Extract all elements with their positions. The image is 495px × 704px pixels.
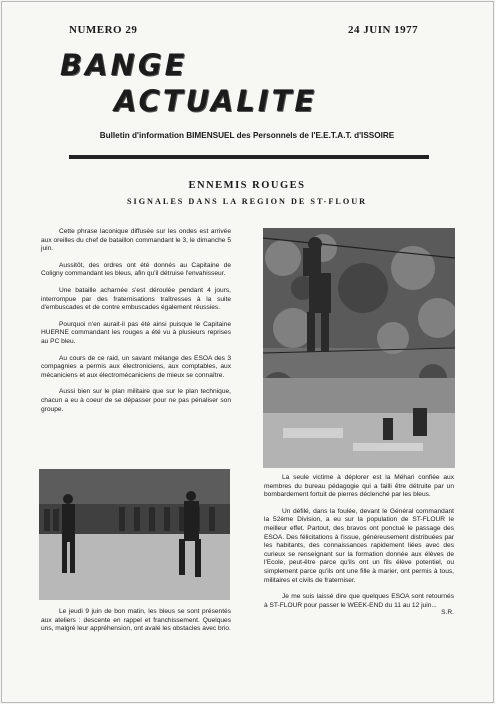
photo-parade (39, 469, 230, 600)
paragraph: Au cours de ce raid, un savant mélange des ESOA des 3 compagnies a permis aux électroniciens, aux comptables, aux mécaniciens et aux électromécaniciens de mieux se connaître. (41, 354, 231, 379)
paragraph: Aussi bien sur le plan militaire que sur le plan technique, chacun a eu à coeur de se dépasser pour ne pas pénaliser son groupe. (41, 388, 231, 413)
left-column-text (41, 228, 231, 422)
right-column-text (264, 474, 454, 626)
issue-date: 24 JUIN 1977 (348, 24, 419, 36)
photo-rope-crossing (263, 228, 455, 468)
paragraph: Le jeudi 9 juin de bon matin, les bleus se sont présentés aux ateliers : descente en rappel et franchissement. Quelques uns, malgré leur appréhension, ont avalé les obstacles avec brio. (41, 608, 231, 633)
author-signature: S.R. (441, 609, 454, 617)
masthead-bange: BANGE (60, 48, 188, 82)
paragraph: Je me suis laissé dire que quelques ESOA sont retournés à ST-FLOUR pour passer le WEEK-END du 11 au 12 juin... (264, 593, 454, 609)
paragraph: Aussitôt, des ordres ont été donnés au Capitaine de Coligny commandant les bleus, afin qu'il détruise l'envahisseur. (41, 261, 231, 278)
paragraph: La seule victime à déplorer est la Méhari confiée aux membres du bureau pédagogie qui a failli être détruite par un bombardement fortuit de pierres déclenché par les bleus. (264, 474, 454, 499)
bottom-left-text (41, 608, 231, 642)
masthead-subtitle: Bulletin d'information BIMENSUEL des Personnels de l'E.E.T.A.T. d'ISSOIRE (99, 131, 395, 140)
masthead-rule (69, 155, 429, 159)
paragraph: Cette phrase laconique diffusée sur les ondes est arrivée aux oreilles du chef de bataillon commandant le 3, le dimanche 5 juin. (41, 228, 231, 253)
issue-number: NUMERO 29 (69, 24, 138, 36)
newsletter-page (1, 1, 494, 703)
paragraph: Pourquoi n'en aurait-il pas été ainsi puisque le Capitaine HUERNE commandant les rouges a été vu à plusieurs reprises au PC bleu. (41, 320, 231, 345)
masthead-actualite: ACTUALITE (114, 84, 318, 118)
paragraph: Un défilé, dans la foulée, devant le Général commandant la 52ème Division, a eu sur la population de ST-FLOUR le meilleur effet. Partout, des bravos ont ponctué le passage des ESOA. Des félicitations à l'issue, généreusement distribuées par les habitants, des connaissances rapidement liées avec des curieux se renseignant sur la formation donnée aux élèves de l'Ecole, peut-être parce qu'ils ont un fils élève potentiel, ou simplement parce qu'ils ont une fille à marier, ont permis à tous, militaires et civils de fraterniser. (264, 507, 454, 584)
article-title: ENNEMIS ROUGES (188, 180, 306, 191)
article-subtitle: SIGNALES DANS LA REGION DE ST-FLOUR (126, 197, 368, 206)
paragraph: Une bataille acharnée s'est déroulée pendant 4 jours, interrompue par des fraternisations traîtresses à la suite d'embuscades et de contre embuscades également réussies. (41, 286, 231, 312)
